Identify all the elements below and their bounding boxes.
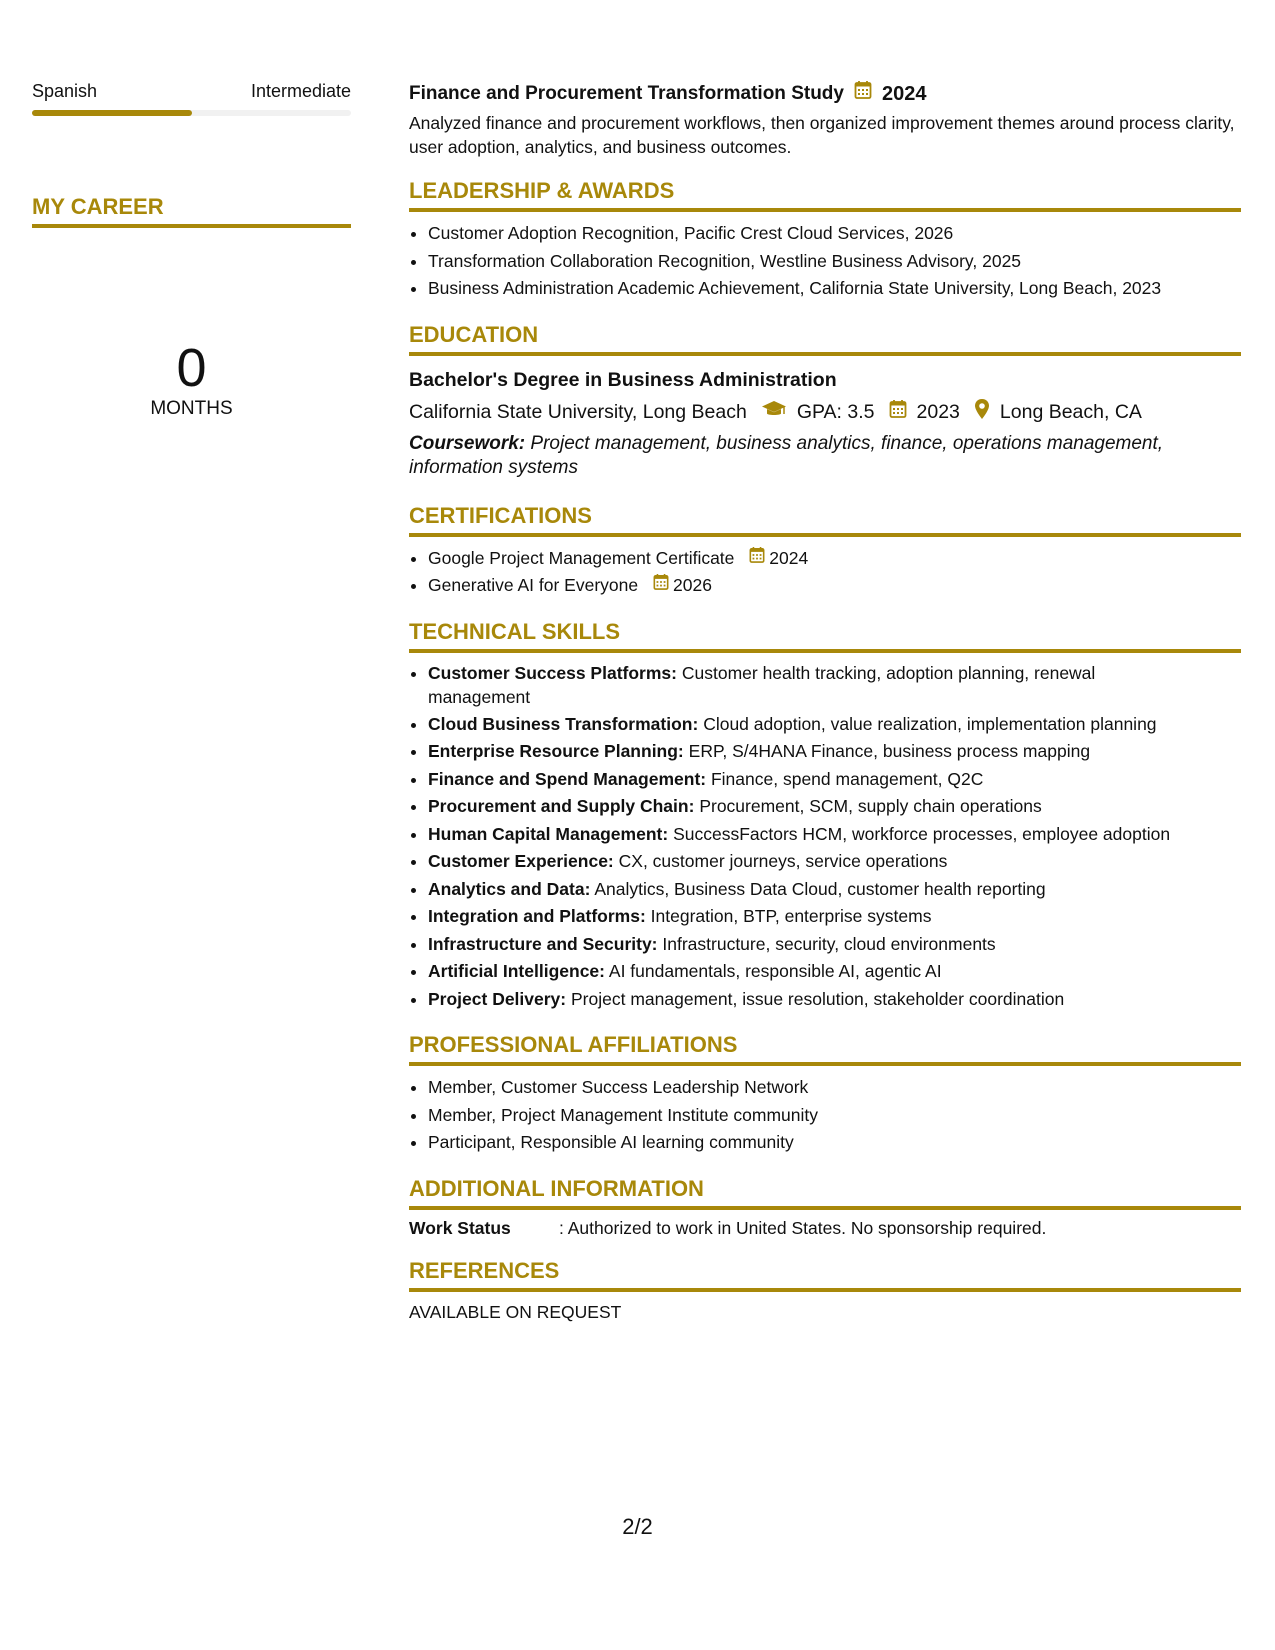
skill-label: Human Capital Management:: [428, 823, 669, 844]
career-unit: MONTHS: [150, 398, 233, 419]
list-item: [428, 931, 1241, 959]
references-text: AVAILABLE ON REQUEST: [409, 1301, 622, 1322]
affiliations-heading: PROFESSIONAL AFFILIATIONS: [409, 1031, 1241, 1066]
page-number: 2/2: [622, 1514, 653, 1539]
list-item: [428, 572, 1241, 600]
skill-value: Cloud adoption, value realization, implementation planning: [703, 713, 1157, 734]
skill-label: Customer Experience:: [428, 851, 614, 871]
left-column: [32, 80, 351, 420]
list-item: • Member, Customer Success Leadership Network: [428, 1074, 1241, 1102]
language-name: Spanish: [32, 81, 98, 101]
skills-heading: TECHNICAL SKILLS: [409, 618, 1241, 653]
list-item: • Business Administration Academic Achievement, California State University, Long Beach, 2023: [428, 275, 1241, 303]
list-item: [428, 738, 1241, 766]
skill-value: Customer health tracking, adoption planning, renewal management: [428, 662, 1096, 707]
list-item: [428, 848, 1241, 876]
leadership-list: [409, 220, 1241, 303]
affiliations-list: [409, 1074, 1241, 1157]
skill-value: Procurement, SCM, supply chain operations: [699, 796, 1042, 816]
skill-value: AI fundamentals, responsible AI, agentic AI: [608, 961, 942, 981]
work-status-value: : Authorized to work in United States. No sponsorship required.: [559, 1217, 1047, 1238]
skill-label: Infrastructure and Security:: [428, 933, 658, 954]
skill-value: CX, customer journeys, service operations: [618, 851, 948, 871]
skill-value: SuccessFactors HCM, workforce processes, employee adoption: [673, 823, 1171, 844]
right-column: [409, 80, 1241, 1323]
location-pin-icon: [974, 398, 990, 426]
list-item: [428, 903, 1241, 931]
education-heading: EDUCATION: [409, 321, 1241, 356]
list-item: • Member, Project Management Institute community: [428, 1102, 1241, 1130]
references-heading: REFERENCES: [409, 1257, 1241, 1292]
skill-value: Analytics, Business Data Cloud, customer health reporting: [594, 878, 1046, 899]
language-proficiency-fill: [32, 110, 192, 116]
list-item: [428, 793, 1241, 821]
list-item: [428, 545, 1241, 573]
project-year: 2024: [881, 82, 927, 105]
calendar-icon: [749, 545, 765, 573]
career-heading: MY CAREER: [32, 194, 351, 228]
certification-year: 2026: [673, 575, 712, 595]
education-degree: Bachelor's Degree in Business Administration: [409, 368, 837, 391]
education-gpa: GPA: 3.5: [796, 400, 875, 423]
list-item: [428, 661, 1141, 709]
list-item: • Transformation Collaboration Recognition, Westline Business Advisory, 2025: [428, 248, 1241, 276]
graduation-cap-icon: [761, 399, 787, 425]
list-item: • Customer Adoption Recognition, Pacific Crest Cloud Services, 2026: [428, 220, 1241, 248]
certifications-list: [409, 545, 1241, 600]
skills-list-continued: [409, 711, 1241, 1014]
list-item: [428, 958, 1241, 986]
list-item: [428, 986, 1241, 1014]
skill-value: Infrastructure, security, cloud environments: [662, 933, 996, 954]
leadership-heading: LEADERSHIP & AWARDS: [409, 177, 1241, 212]
list-item: [428, 821, 1241, 849]
additional-info-heading: ADDITIONAL INFORMATION: [409, 1175, 1241, 1210]
education-coursework: [409, 432, 1241, 480]
work-status-label: Work Status: [409, 1217, 511, 1238]
certification-name: Google Project Management Certificate: [428, 547, 735, 568]
calendar-icon: [653, 572, 669, 600]
language-row: [32, 80, 351, 102]
skill-label: Artificial Intelligence:: [428, 961, 605, 981]
education-meta: [409, 398, 1241, 426]
list-item: [428, 711, 1241, 739]
certification-year: 2024: [769, 547, 809, 568]
certifications-heading: CERTIFICATIONS: [409, 502, 1241, 537]
skill-value: Project management, issue resolution, stakeholder coordination: [571, 988, 1065, 1009]
list-item: • Participant, Responsible AI learning community: [428, 1129, 1241, 1157]
skill-value: Finance, spend management, Q2C: [710, 768, 984, 789]
language-level: Intermediate: [250, 81, 351, 101]
certification-name: Generative AI for Everyone: [428, 575, 639, 595]
education-location: Long Beach, CA: [999, 400, 1142, 423]
work-status-row: [409, 1218, 1241, 1239]
skills-list: [409, 661, 1241, 709]
skill-label: Project Delivery:: [428, 988, 567, 1009]
skill-label: Integration and Platforms:: [428, 906, 646, 926]
skill-label: Enterprise Resource Planning:: [428, 741, 684, 761]
list-item: [428, 766, 1241, 794]
skill-label: Cloud Business Transformation:: [428, 713, 699, 734]
skill-label: Analytics and Data:: [428, 878, 591, 899]
education-school: California State University, Long Beach: [409, 400, 747, 423]
project-title-row: [409, 80, 1241, 107]
coursework-text: Project management, business analytics, finance, operations management, information systems: [409, 432, 1164, 478]
skill-label: Finance and Spend Management:: [428, 768, 707, 789]
calendar-icon: [889, 399, 907, 425]
education-year: 2023: [916, 400, 960, 423]
language-proficiency-bar: [32, 110, 351, 116]
project-description: Analyzed finance and procurement workflows, then organized improvement themes around process clarity, user adoption, analytics, and business outcomes.: [409, 113, 1235, 157]
career-duration: [32, 340, 351, 420]
skill-value: ERP, S/4HANA Finance, business process mapping: [688, 741, 1091, 761]
skill-label: Procurement and Supply Chain:: [428, 796, 695, 816]
project-title: Finance and Procurement Transformation Study: [409, 82, 844, 104]
career-value: 0: [176, 338, 207, 398]
skill-value: Integration, BTP, enterprise systems: [650, 906, 932, 926]
calendar-icon: [854, 80, 872, 107]
skill-label: Customer Success Platforms:: [428, 662, 677, 683]
list-item: [428, 876, 1241, 904]
coursework-label: Coursework:: [409, 432, 526, 454]
